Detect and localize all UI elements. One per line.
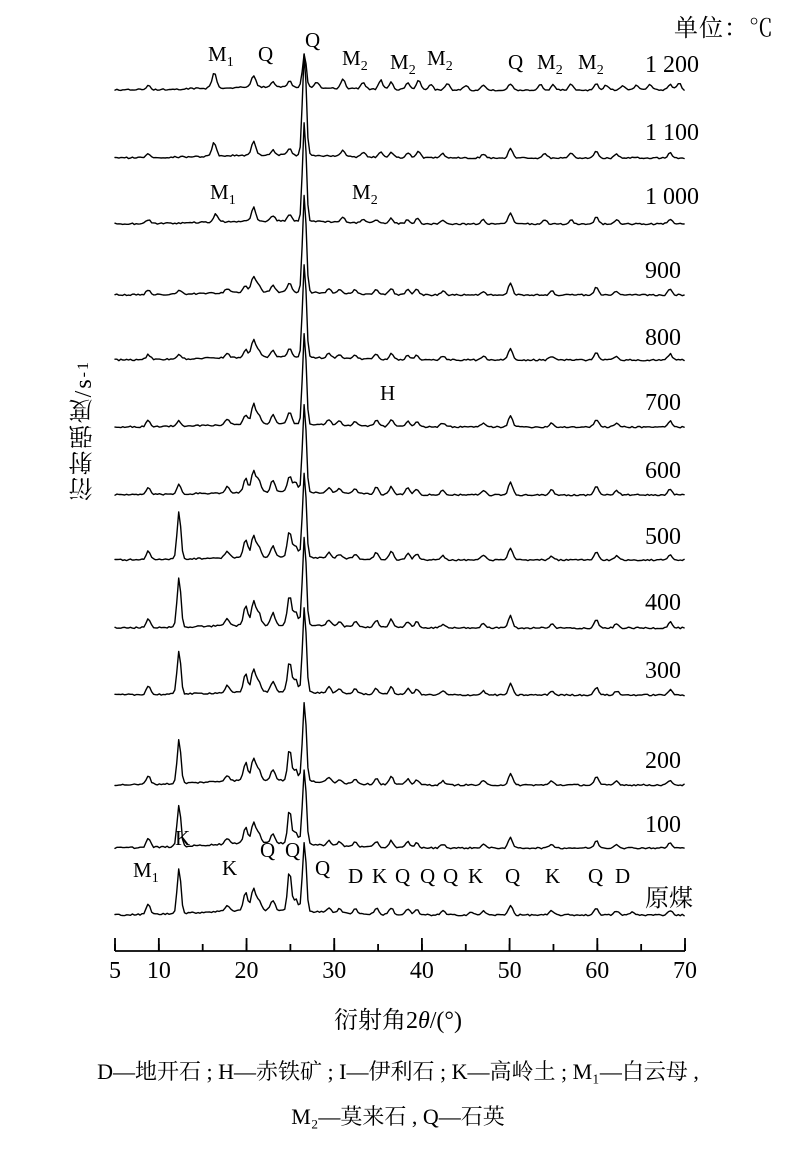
peak-label xyxy=(588,864,603,889)
x-tick-label: 60 xyxy=(585,958,610,984)
xrd-curve xyxy=(115,196,684,296)
x-tick-label: 5 xyxy=(109,958,121,984)
peak-label-subscript: 1 xyxy=(151,871,159,887)
y-axis-label-text: 衍射强度/s xyxy=(71,377,97,502)
peak-label-text: Q xyxy=(260,838,276,862)
peak-label-subscript: 1 xyxy=(228,193,236,209)
series-label: 400 xyxy=(645,590,681,616)
peak-label-text: D xyxy=(348,864,364,888)
x-tick-label: 20 xyxy=(234,958,259,984)
peak-label-text: Q xyxy=(508,50,524,74)
peak-label-text: M xyxy=(133,858,152,882)
peak-label-subscript: 1 xyxy=(226,55,234,71)
theta-symbol: θ xyxy=(417,1008,430,1034)
xrd-curve xyxy=(115,473,684,561)
series-label: 1 200 xyxy=(645,52,699,78)
xrd-curve xyxy=(115,334,684,428)
x-axis-label-pre: 衍射角2 xyxy=(333,1008,418,1034)
peak-label-text: D xyxy=(615,864,631,888)
series-label: 200 xyxy=(645,748,681,774)
unit-note: 单位：℃ xyxy=(674,16,774,42)
peak-label-text: K xyxy=(545,864,561,888)
series-label: 1 000 xyxy=(645,184,699,210)
caption-line-2: M₂—莫来石 , Q—石英 xyxy=(291,1104,505,1129)
peak-label-text: K xyxy=(222,856,238,880)
peak-label xyxy=(133,858,159,887)
peak-label xyxy=(352,180,378,209)
peak-label xyxy=(545,864,560,889)
xrd-curve xyxy=(115,608,684,696)
xrd-curve xyxy=(115,123,684,225)
peak-label xyxy=(210,180,236,209)
xrd-curve xyxy=(115,405,684,496)
peak-label-text: Q xyxy=(305,28,321,52)
peak-label-text: Q xyxy=(395,864,411,888)
peak-label-subscript: 2 xyxy=(445,59,453,75)
series-label: 800 xyxy=(645,325,681,351)
series-label: 900 xyxy=(645,258,681,284)
y-axis-label-sup: -1 xyxy=(75,360,92,378)
peak-label xyxy=(615,864,630,889)
peak-label-text: Q xyxy=(443,864,459,888)
peak-label xyxy=(222,856,237,881)
peak-label-text: M xyxy=(390,50,409,74)
series-label: 500 xyxy=(645,524,681,550)
peak-label xyxy=(505,864,520,889)
x-tick-label: 50 xyxy=(497,958,522,984)
peak-label xyxy=(508,50,523,75)
y-axis-label xyxy=(66,360,106,501)
peak-label-subscript: 2 xyxy=(360,59,368,75)
peak-label xyxy=(305,28,320,53)
series-label: 100 xyxy=(645,812,681,838)
peak-label xyxy=(578,50,604,79)
peak-label xyxy=(427,46,453,75)
series-label: 原煤 xyxy=(645,886,693,912)
peak-label-text: K xyxy=(468,864,484,888)
peak-label-text: K xyxy=(175,826,191,850)
peak-label xyxy=(420,864,435,889)
x-axis-label xyxy=(0,1000,796,1035)
peak-label-subscript: 2 xyxy=(370,193,378,209)
peak-label-subscript: 2 xyxy=(555,63,563,79)
peak-label-text: Q xyxy=(588,864,604,888)
peak-label xyxy=(285,838,300,863)
peak-label-text: M xyxy=(210,180,229,204)
series-label: 600 xyxy=(645,458,681,484)
peak-label xyxy=(348,864,363,889)
peak-label xyxy=(372,864,387,889)
peak-label-text: Q xyxy=(505,864,521,888)
xrd-curve xyxy=(115,265,684,361)
peak-label-text: M xyxy=(427,46,446,70)
peak-label xyxy=(342,46,368,75)
peak-label xyxy=(175,826,190,851)
peak-label xyxy=(395,864,410,889)
peak-label-text: Q xyxy=(315,856,331,880)
peak-label-text: Q xyxy=(258,42,274,66)
peak-label-text: M xyxy=(537,50,556,74)
peak-label xyxy=(208,42,234,71)
peak-label xyxy=(258,42,273,67)
peak-label-text: H xyxy=(380,381,396,405)
series-label: 700 xyxy=(645,390,681,416)
peak-label-text: M xyxy=(578,50,597,74)
peak-label xyxy=(537,50,563,79)
x-axis-label-post: /(°) xyxy=(429,1008,463,1034)
x-tick-label: 30 xyxy=(322,958,347,984)
peak-label-text: M xyxy=(352,180,371,204)
peak-label-text: K xyxy=(372,864,388,888)
peak-label xyxy=(443,864,458,889)
series-label: 300 xyxy=(645,658,681,684)
peak-label xyxy=(260,838,275,863)
peak-label-text: M xyxy=(342,46,361,70)
peak-label-subscript: 2 xyxy=(596,63,604,79)
xrd-curve xyxy=(115,703,684,786)
x-tick-label: 40 xyxy=(409,958,434,984)
peak-label xyxy=(380,381,395,406)
series-label: 1 100 xyxy=(645,120,699,146)
peak-label-text: M xyxy=(208,42,227,66)
caption-line-1: D—地开石 ; H—赤铁矿 ; I—伊利石 ; K—高岭土 ; M₁—白云母 , xyxy=(97,1059,699,1084)
peak-label-subscript: 2 xyxy=(408,63,416,79)
peak-label-text: Q xyxy=(285,838,301,862)
peak-label xyxy=(315,856,330,881)
peak-label xyxy=(390,50,416,79)
xrd-curve xyxy=(115,538,684,629)
x-tick-label: 10 xyxy=(146,958,171,984)
x-tick-label: 70 xyxy=(673,958,697,984)
peak-label-text: Q xyxy=(420,864,436,888)
peak-label xyxy=(468,864,483,889)
